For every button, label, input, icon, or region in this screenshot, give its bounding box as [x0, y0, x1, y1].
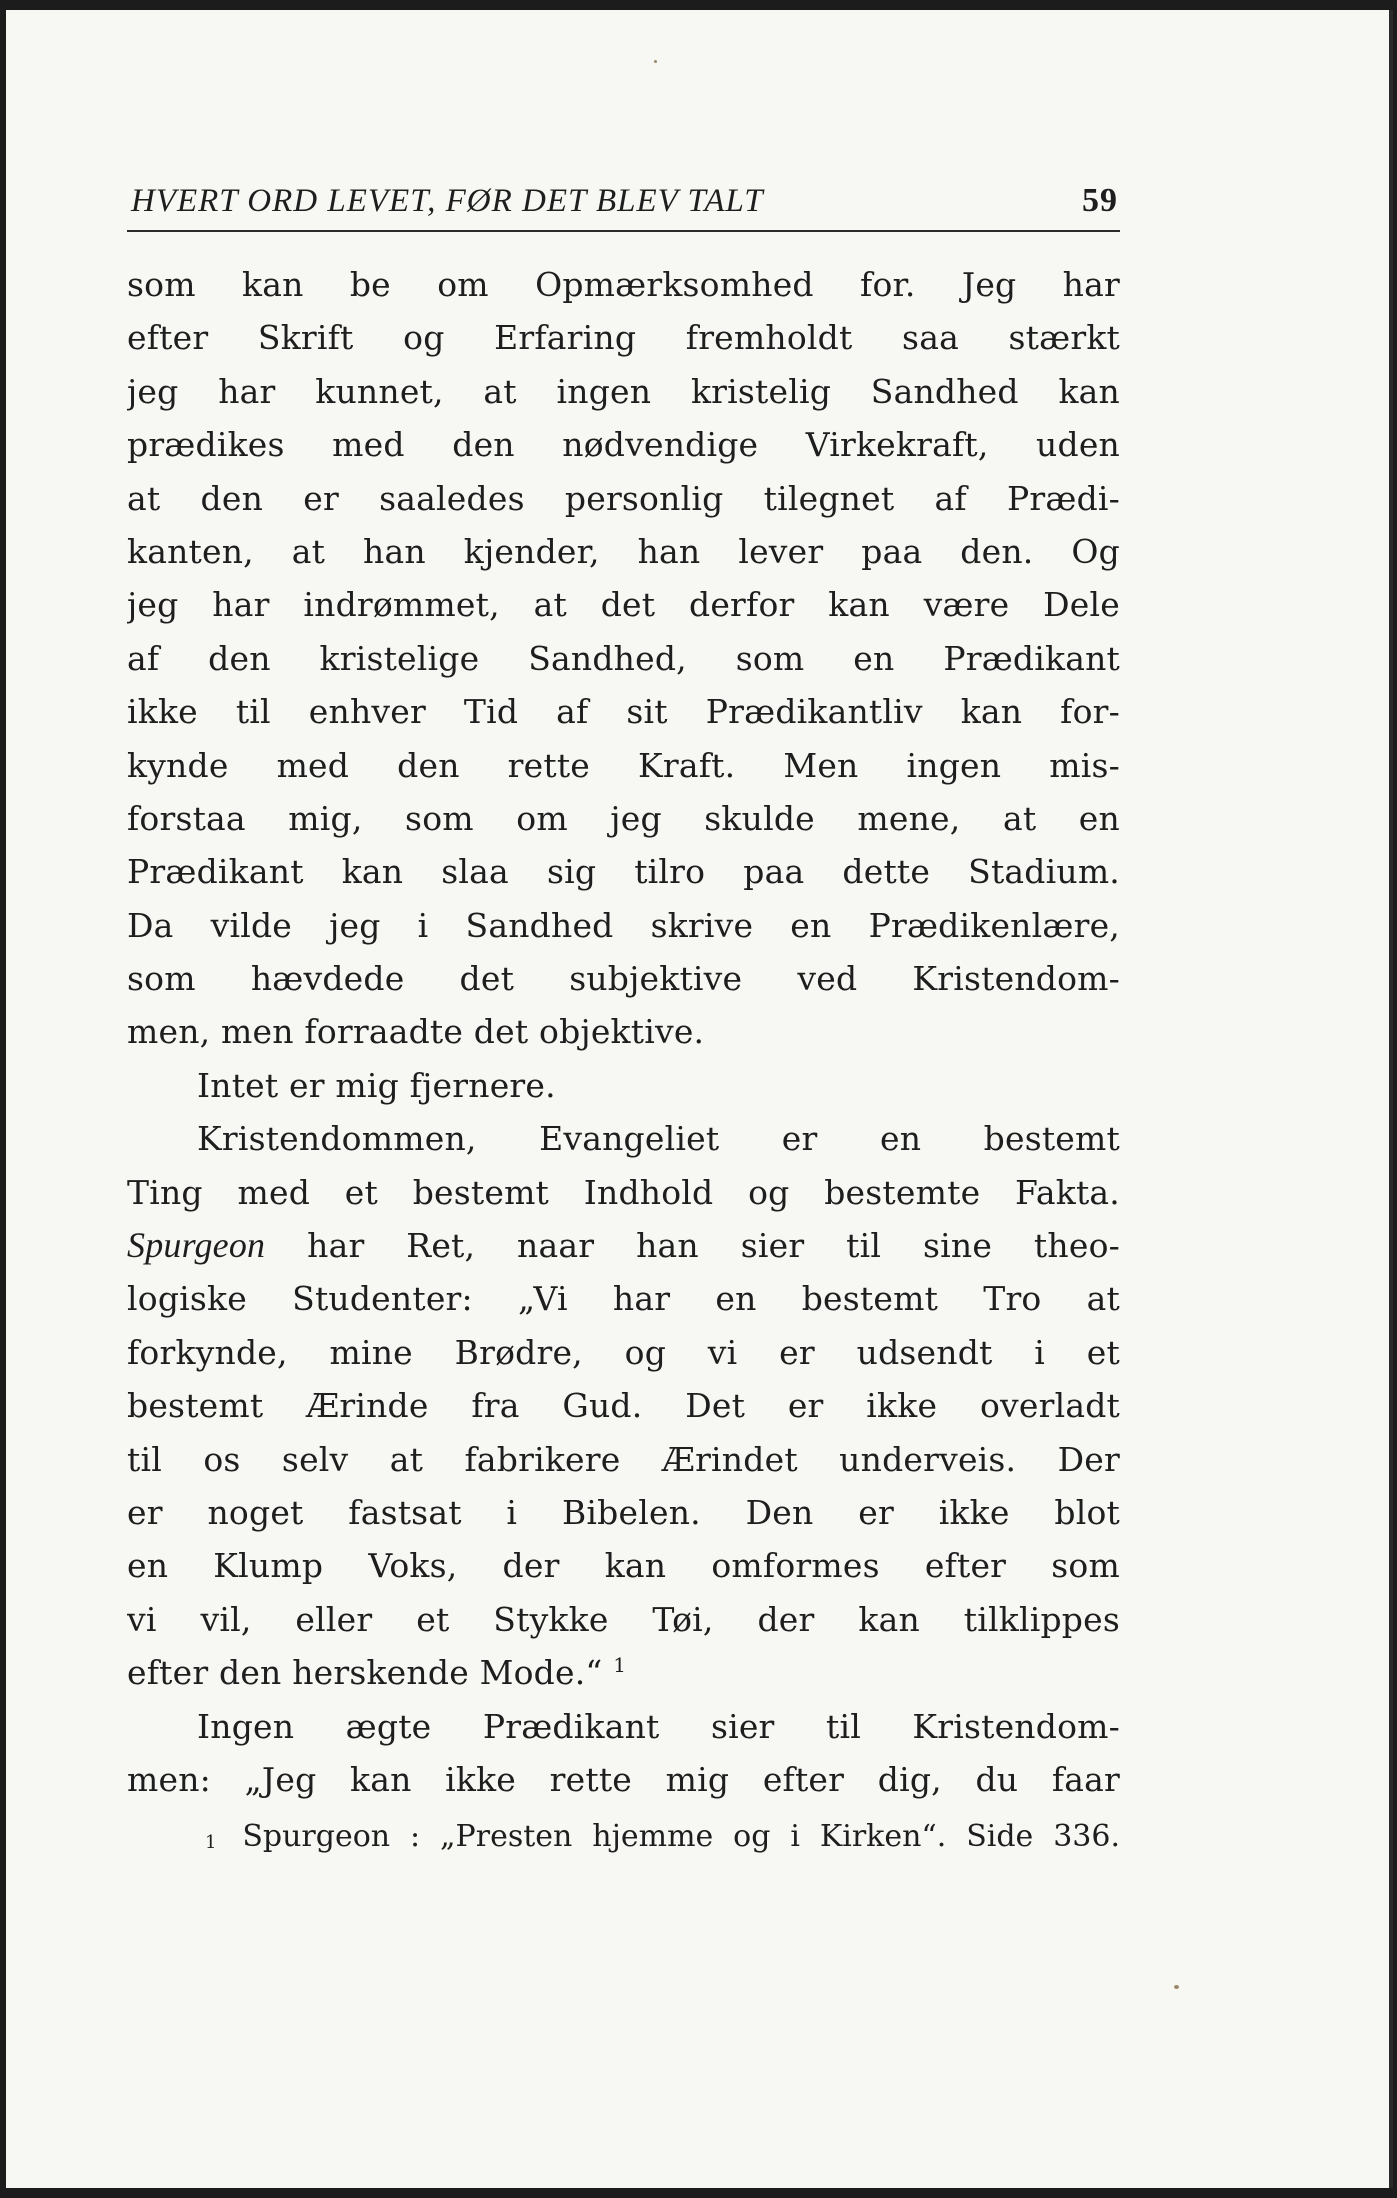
paper-speck: [1174, 1985, 1179, 1989]
running-head: [127, 182, 1120, 232]
text-line: Da vilde jeg i Sandhed skrive en Prædikenlære,: [127, 905, 1120, 945]
page-content: [127, 182, 1120, 1862]
text-line: men: „Jeg kan ikke rette mig efter dig, du faar: [127, 1759, 1120, 1799]
text-line: Intet er mig fjernere.: [197, 1065, 556, 1105]
page-number: 59: [1082, 182, 1118, 219]
book-page: [6, 10, 1393, 2188]
text-line-rest: har Ret, naar han sier til sine theo-: [307, 1226, 1120, 1266]
text-line: forkynde, mine Brødre, og vi er udsendt i et: [127, 1332, 1120, 1372]
running-title: HVERT ORD LEVET, FØR DET BLEV TALT: [131, 183, 764, 219]
text-line: som kan be om Opmærksomhed for. Jeg har: [127, 265, 1120, 304]
text-line: forstaa mig, som om jeg skulde mene, at en: [127, 798, 1120, 838]
text-line: vi vil, eller et Stykke Tøi, der kan tilklippes: [127, 1599, 1120, 1639]
text-line: Ting med et bestemt Indhold og bestemte Fakta.: [127, 1172, 1120, 1212]
text-line: efter Skrift og Erfaring fremholdt saa stærkt: [127, 318, 1120, 358]
italic-name-spurgeon: Spurgeon: [127, 1225, 266, 1266]
text-line: jeg har indrømmet, at det derfor kan være Dele: [127, 585, 1120, 625]
footnote: [127, 1812, 1120, 1862]
body-text: [127, 258, 1120, 1806]
footnote-marker: 1: [205, 1832, 217, 1854]
text-line: logiske Studenter: „Vi har en bestemt Tro at: [127, 1279, 1120, 1319]
footnote-reference: 1: [613, 1653, 627, 1678]
text-line: Prædikant kan slaa sig tilro paa dette Stadium.: [127, 852, 1120, 892]
text-line: [127, 1646, 1120, 1699]
text-line: en Klump Voks, der kan omformes efter som: [127, 1546, 1120, 1586]
text-line: Kristendommen, Evangeliet er en bestemt: [197, 1119, 1120, 1159]
text-line: ikke til enhver Tid af sit Prædikantliv kan for-: [127, 692, 1120, 732]
text-line: [127, 1219, 1120, 1272]
text-line: bestemt Ærinde fra Gud. Det er ikke overladt: [127, 1386, 1120, 1426]
text-line: at den er saaledes personlig tilegnet af Prædi-: [127, 478, 1120, 518]
paper-speck: [654, 60, 657, 63]
text-line: prædikes med den nødvendige Virkekraft, uden: [127, 425, 1120, 465]
text-line: men, men forraadte det objektive.: [127, 1012, 705, 1052]
text-line: til os selv at fabrikere Ærindet underveis. Der: [127, 1439, 1120, 1479]
text-line: er noget fastsat i Bibelen. Den er ikke blot: [127, 1492, 1120, 1532]
text-line: kynde med den rette Kraft. Men ingen mis-: [127, 745, 1120, 785]
text-line: af den kristelige Sandhed, som en Prædikant: [127, 638, 1120, 678]
text-line: jeg har kunnet, at ingen kristelig Sandhed kan: [127, 371, 1120, 411]
text-line: Ingen ægte Prædikant sier til Kristendom-: [197, 1706, 1120, 1746]
footnote-text: Spurgeon : „Presten hjemme og i Kirken“. Side 336.: [242, 1819, 1120, 1855]
text-line: kanten, at han kjender, han lever paa den. Og: [127, 531, 1120, 571]
text-line: som hævdede det subjektive ved Kristendom-: [127, 959, 1120, 999]
text-line-quote-end: efter den herskende Mode.“: [127, 1653, 603, 1693]
